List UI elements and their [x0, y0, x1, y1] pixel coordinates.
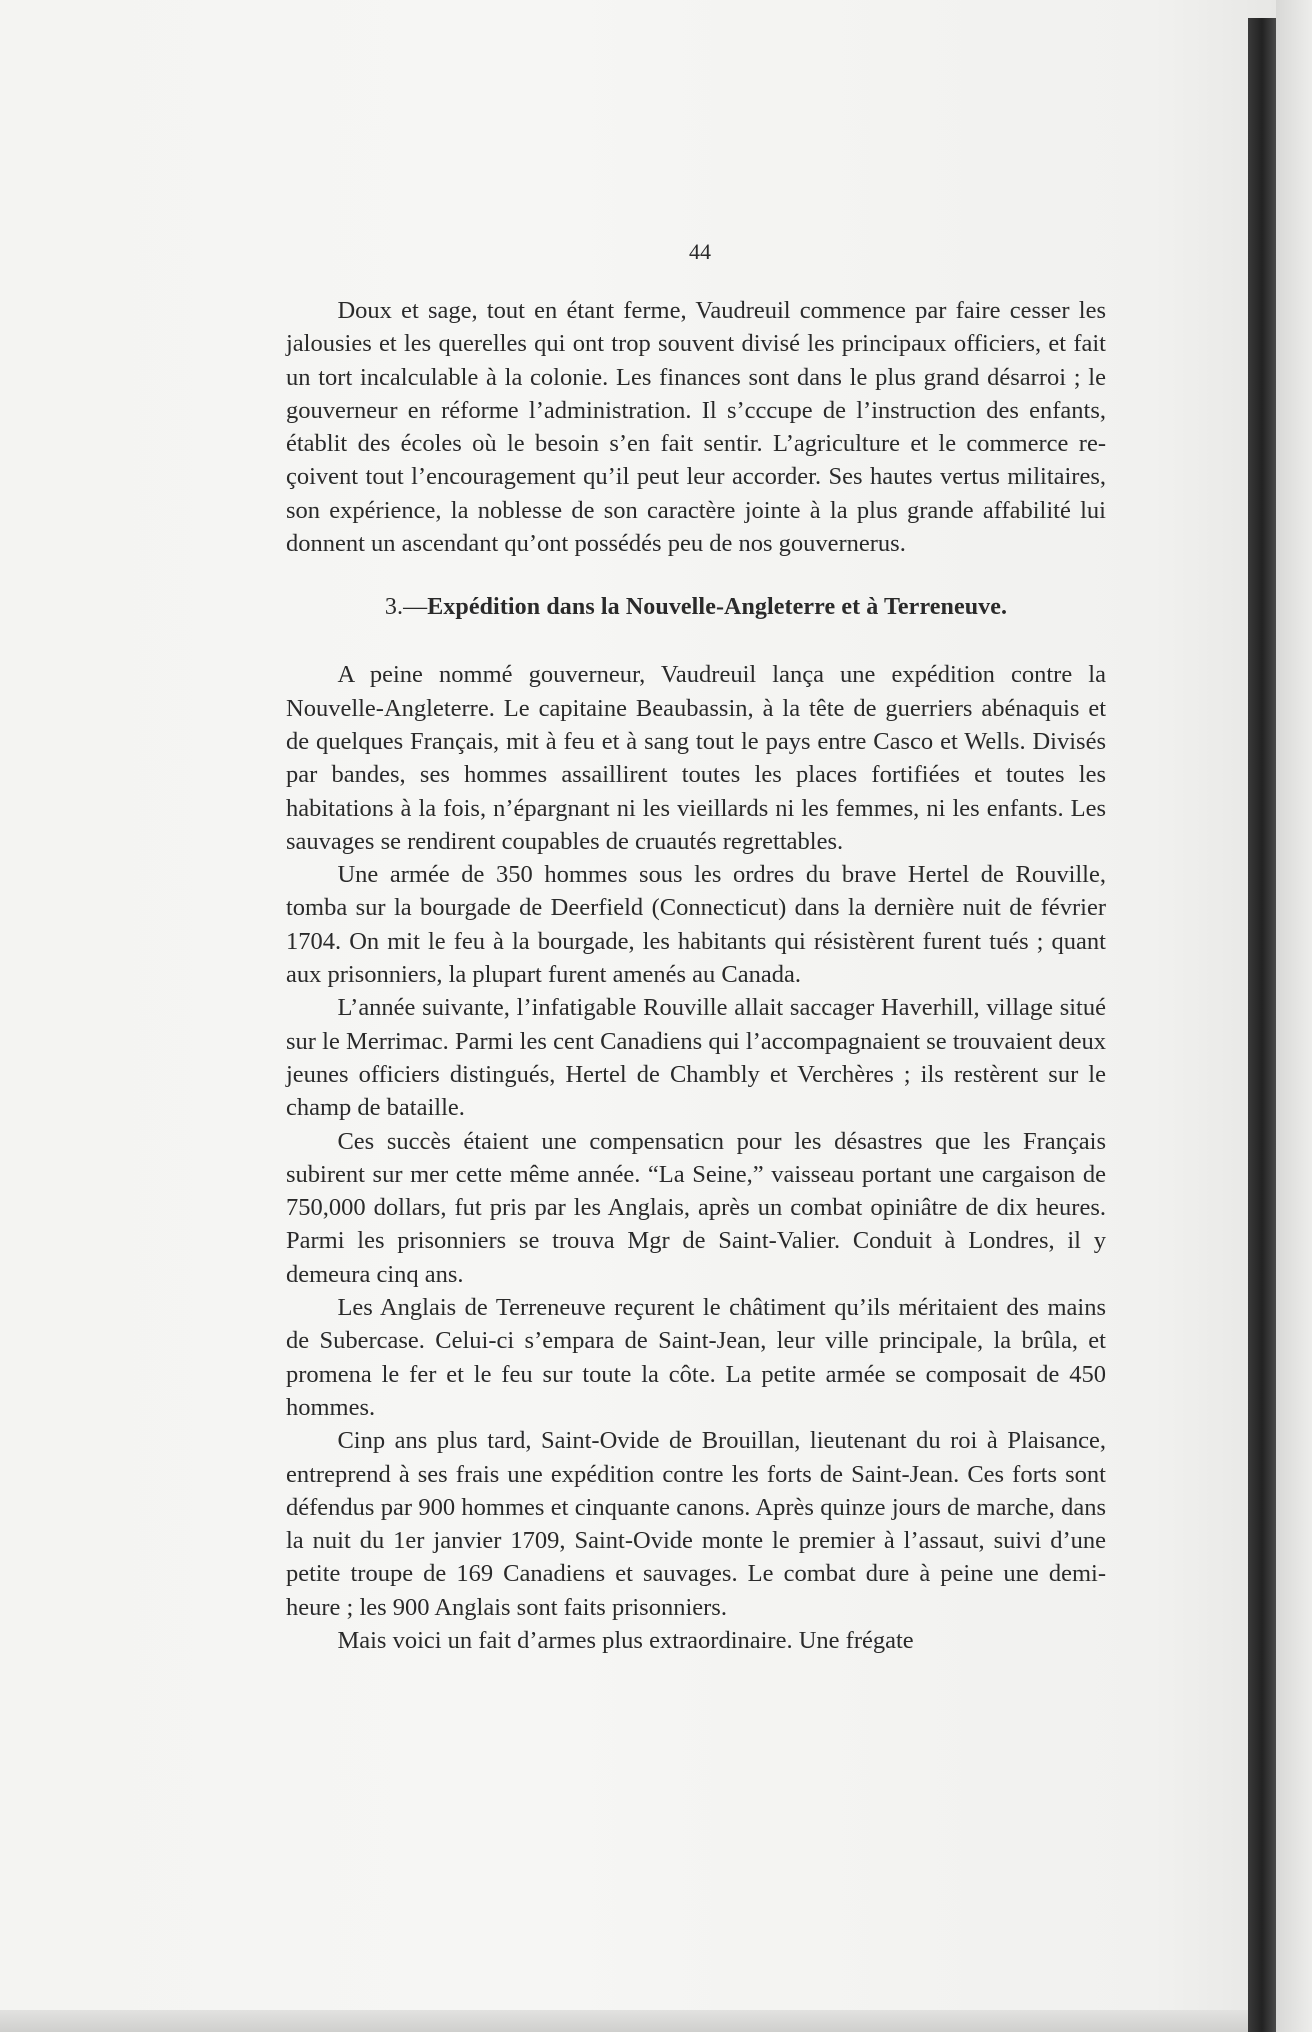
paragraph-haverhill: L’année suivante, l’infatigable Rouville allait saccager Haverhill, village situé sur le Merrimac. Parmi les cent Canadiens qui l’accompagnaient se trouvaient deux jeunes officiers distingués, Hertel de Chambly et Verchères ; ils restèrent sur le champ de bataille. — [286, 994, 1106, 1122]
paragraph-vaudreuil-administration: Doux et sage, tout en étant ferme, Vaudreuil commence par faire cesser les jalousies et les querelles qui ont trop souvent divisé les principaux officiers, et fait un tort incalculable à la colonie. Les finances sont dans le plus grand désarroi ; le gouverneur en réforme l’administration. Il s’cccupe de l’instruction des enfants, établit des écoles où le besoin s’en fait sentir. L’agriculture et le commerce reçoivent tout l’encouragement qu’il peut leur accorder. Ses hautes vertus militaires, son expérience, la noblesse de son caractère jointe à la plus grande affabilité lui donnent un ascendant qu’ont possédés peu de nos gouvernerus. — [286, 297, 1106, 558]
facing-page-edge — [1276, 0, 1312, 2032]
section-number: 3.— — [384, 594, 428, 621]
paragraph-fait-d-armes: Mais voici un fait d’armes plus extraordinaire. Une frégate — [337, 1626, 914, 1654]
paragraph-saint-ovide: Cinp ans plus tard, Saint-Ovide de Brouillan, lieutenant du roi à Plaisance, entreprend à ses frais une expédition contre les forts de Saint-Jean. Ces forts sont défendus par 900 hommes et cinquante canons. Après quinze jours de marche, dans la nuit du 1er janvier 1709, Saint-Ovide monte le premier à l’assaut, suivi d’une petite troupe de 169 Canadiens et sauvages. Le combat dure à peine une demi-heure ; les 900 Anglais sont faits prisonniers. — [286, 1427, 1106, 1621]
paragraph-subercase: Les Anglais de Terreneuve reçurent le châtiment qu’ils méritaient des mains de Subercase. Celui-ci s’empara de Saint-Jean, leur ville principale, la brûla, et promena le fer et le feu sur toute la côte. La petite armée se composait de 450 hommes. — [286, 1294, 1106, 1421]
section-title: Expédition dans la Nouvelle-Angleterre et à Terreneuve. — [427, 594, 1008, 621]
paragraph-la-seine: Ces succès étaient une compensaticn pour les désastres que les Français subirent sur mer cette même année. “La Seine,” vaisseau portant une cargaison de 750,000 dollars, fut pris par les Anglais, après un combat opiniâtre de dix heures. Parmi les prisonniers se trouva Mgr de Saint-Valier. Conduit à Londres, il y demeura cinq ans. — [286, 1127, 1106, 1288]
page-bottom-edge — [0, 2010, 1248, 2032]
page-number: 44 — [689, 239, 711, 264]
section-heading — [286, 590, 1106, 624]
paragraph-deerfield: Une armée de 350 hommes sous les ordres du brave Hertel de Rouville, tomba sur la bourgade de Deerfield (Connecticut) dans la dernière nuit de février 1704. On mit le feu à la bourgade, les habitants qui résistèrent furent tués ; quant aux prisonniers, la plupart furent amenés au Canada. — [286, 861, 1106, 989]
book-spine-shadow — [1248, 18, 1276, 2032]
paragraph-expedition-nouvelle-angleterre: A peine nommé gouverneur, Vaudreuil lança une expédition contre la Nouvelle-Angleterre. Le capitaine Beaubassin, à la tête de guerriers abénaquis et de quelques Français, mit à feu et à sang tout le pays entre Casco et Wells. Divisés par bandes, ses hommes assaillirent toutes les places fortifiées et toutes les habitations à la fois, n’épargnant ni les vieillards ni les femmes, ni les enfants. Les sauvages se rendirent coupables de cruautés regrettables. — [286, 661, 1106, 855]
page-text-block — [286, 232, 1106, 1657]
